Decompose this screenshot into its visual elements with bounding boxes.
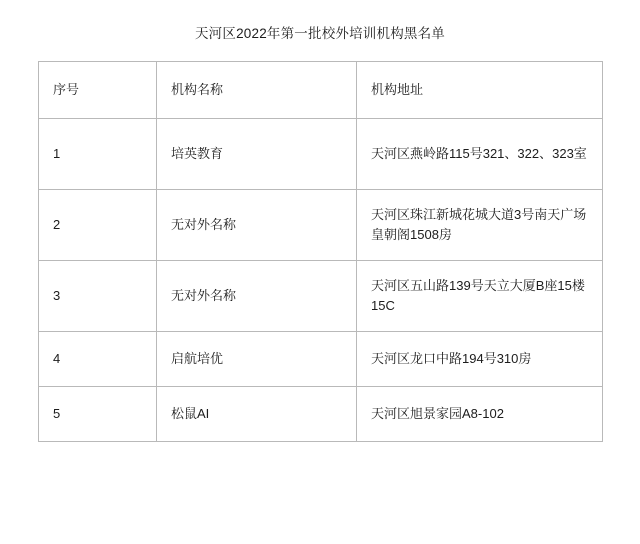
address-text: 天河区龙口中路194号310房 [371, 350, 532, 366]
address-text: 天河区珠江新城花城大道3号南天广场皇朝阁1508房 [371, 206, 587, 242]
table-row [39, 261, 603, 332]
column-header-address: 机构地址 [357, 62, 603, 119]
cell-index: 2 [39, 190, 157, 261]
cell-index: 3 [39, 261, 157, 332]
column-header-index: 序号 [39, 62, 157, 119]
cell-name: 无对外名称 [157, 261, 357, 332]
cell-address [357, 261, 603, 332]
table-body [39, 119, 603, 442]
cell-address [357, 190, 603, 261]
table-row [39, 332, 603, 387]
table-row [39, 119, 603, 190]
address-text: 天河区燕岭路115号321、322、323室 [371, 145, 587, 161]
cell-address [357, 119, 603, 190]
table-row [39, 387, 603, 442]
cell-name: 松鼠AI [157, 387, 357, 442]
table-header [39, 62, 603, 119]
cell-name: 启航培优 [157, 332, 357, 387]
cell-name: 无对外名称 [157, 190, 357, 261]
cell-index: 1 [39, 119, 157, 190]
address-text: 天河区五山路139号天立大厦B座15楼15C [371, 277, 585, 313]
table-header-row [39, 62, 603, 119]
table-row [39, 190, 603, 261]
address-text: 天河区旭景家园A8-102 [371, 405, 504, 421]
page-title: 天河区2022年第一批校外培训机构黑名单 [194, 26, 446, 41]
cell-index: 4 [39, 332, 157, 387]
blacklist-table-container [38, 61, 602, 442]
cell-address [357, 387, 603, 442]
cell-name: 培英教育 [157, 119, 357, 190]
column-header-name: 机构名称 [157, 62, 357, 119]
blacklist-table [38, 61, 603, 442]
cell-address [357, 332, 603, 387]
cell-index: 5 [39, 387, 157, 442]
